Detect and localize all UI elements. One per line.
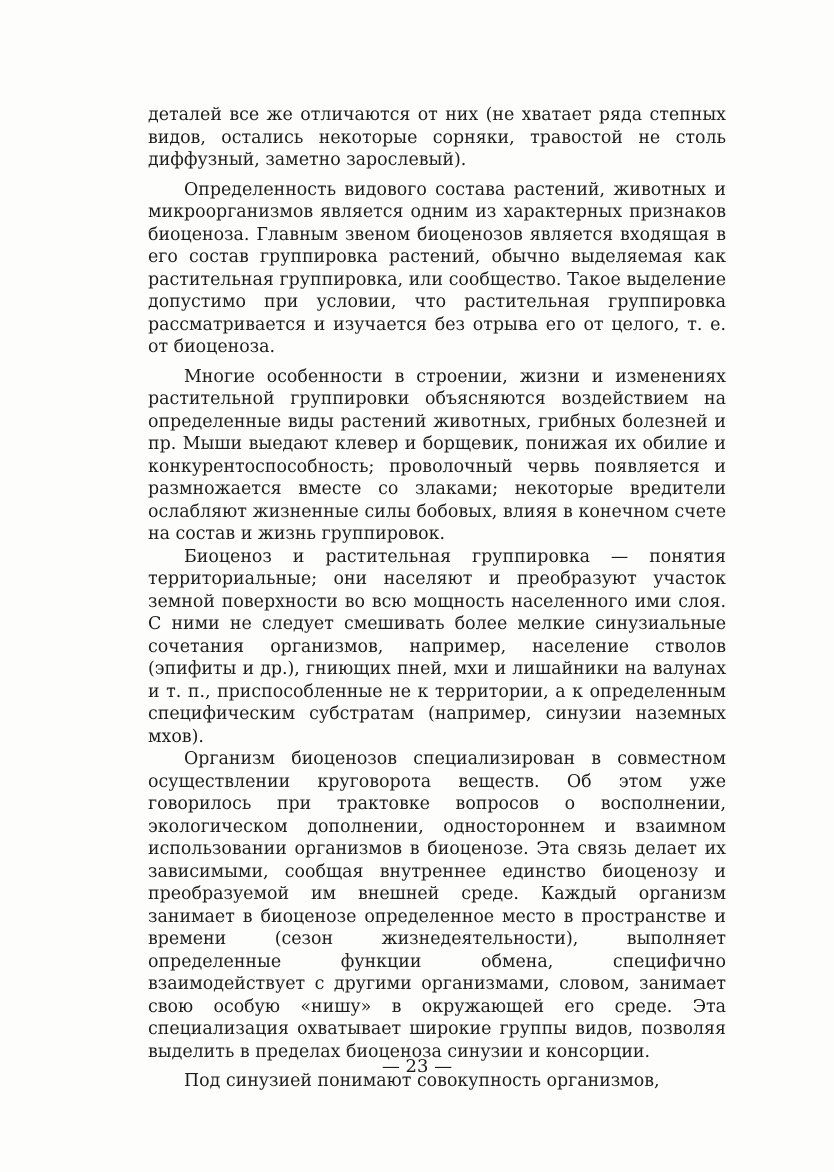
paragraph-continued: деталей все же отличаются от них (не хватает ряда степных видов, остались некоторые сорняки, травостой не столь диффузный, заметно зарослевый). (148, 105, 726, 170)
body-text (148, 104, 726, 1093)
paragraph-territorial-concepts: Биоценоз и растительная группировка — понятия территориальные; они населяют и преобразуют участок земной поверхности во всю мощность населенного ими слоя. С ними не следует смешивать более мелкие синузиальные сочетания организмов, например, население стволов (эпифиты и др.), гниющих пней, мхи и лишайники на валунах и т. п., приспособленные не к территории, а к определенным специфическим субстратам (например, синузии наземных мхов). (148, 546, 726, 747)
paragraph-specialization: Организм биоценозов специализирован в совместном осуществлении круговорота веществ. Об этом уже говорилось при трактовке вопросов о восполнении, экологическом дополнении, одностороннем и взаимном использовании организмов в биоценозе. Эта связь делает их зависимыми, сообщая внутреннее единство биоценозу и преобразуемой им внешней среде. Каждый организм занимает в биоценозе определенное место в пространстве и времени (сезон жизнедеятельности), выполняет определенные функции обмена, специфично взаимодействует с другими организмами, словом, занимает свою особую «нишу» в окружающей его среде. Эта специализация охватывает широкие группы видов, позволяя выделить в пределах биоценоза синузии и консорции. (148, 749, 726, 1062)
paragraph-synusia: Под синузией понимают совокупность организмов, (184, 1071, 660, 1091)
paragraph-species-composition: Определенность видового состава растений, животных и микроорганизмов является одним из характерных признаков биоценоза. Главным звеном биоценозов является входящая в его состав группировка растений, обычно выделяемая как растительная группировка, или сообщество. Такое выделение допустимо при условии, что растительная группировка рассматривается и изучается без отрыва его от целого, т. е. от биоценоза. (148, 179, 726, 357)
paragraph-plant-features: Многие особенности в строении, жизни и изменениях растительной группировки объясняются воздействием на определенные виды растений животных, грибных болезней и пр. Мыши выедают клевер и борщевик, понижая их обилие и конкурентоспособность; проволочный червь появляется и размножается вместе со злаками; некоторые вредители ослабляют жизненные силы бобовых, влияя в конечном счете на состав и жизнь группировок. (148, 366, 726, 544)
page-number: — 23 — (381, 1056, 453, 1077)
